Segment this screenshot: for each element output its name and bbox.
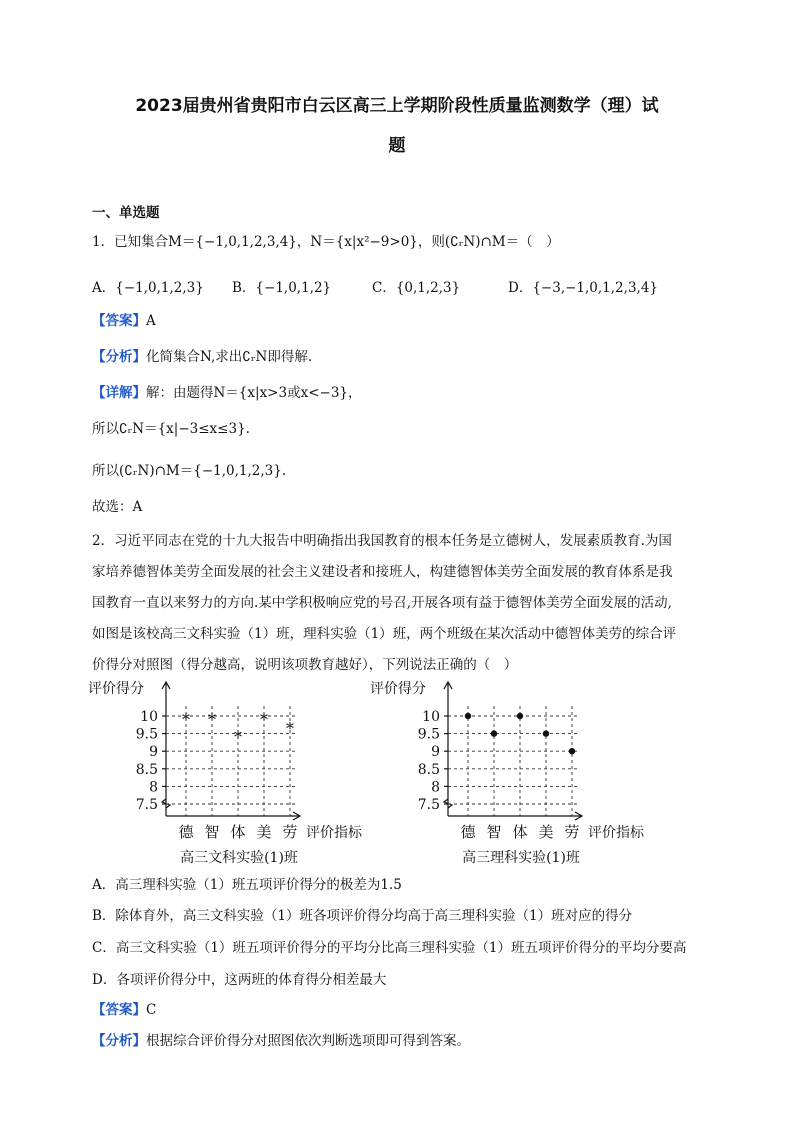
data-point xyxy=(543,730,549,736)
q1-answer xyxy=(92,312,156,330)
y-tick-label: 7.5 xyxy=(417,797,440,813)
q1-step-3: 所以(∁ᵣN)∩M＝{−1,0,1,2,3}. xyxy=(92,463,287,479)
detail-text: 解：由题得N＝{x|x>3或x<−3}， xyxy=(146,385,362,401)
y-tick-label: 9.5 xyxy=(135,726,158,743)
y-tick-label: 9 xyxy=(149,744,158,761)
data-point: * xyxy=(234,727,242,747)
detail-tag: 【详解】 xyxy=(92,385,146,401)
title-line-1: 2023届贵州省贵阳市白云区高三上学期阶段性质量监测数学（理）试 xyxy=(135,96,659,116)
answer-value: C xyxy=(146,1002,157,1018)
y-axis-label: 评价得分 xyxy=(88,681,144,697)
q2-option-b: B．除体育外，高三文科实验（1）班各项评价得分均高于高三理科实验（1）班对应的得分 xyxy=(92,908,633,924)
title-line-2: 题 xyxy=(388,136,406,156)
document-title xyxy=(60,86,734,166)
y-axis-label: 评价得分 xyxy=(370,681,426,697)
y-tick-label: 8 xyxy=(149,779,158,796)
x-axis-label: 评价指标 xyxy=(306,825,362,841)
q2-option-d: D．各项评价得分中，这两班的体育得分相差最大 xyxy=(92,972,387,988)
chart-science-class xyxy=(364,676,664,868)
analysis-text: 根据综合评价得分对照图依次判断选项即可得到答案。 xyxy=(146,1033,470,1049)
category-label: 智 xyxy=(486,823,502,841)
y-tick-label: 10 xyxy=(140,709,158,725)
data-point xyxy=(465,713,471,719)
category-label: 德 xyxy=(460,823,476,841)
q2-answer xyxy=(92,1001,156,1019)
answer-tag: 【答案】 xyxy=(92,313,146,329)
q1-detail xyxy=(92,384,362,402)
category-label: 劳 xyxy=(564,823,580,841)
data-point xyxy=(517,713,523,719)
data-point xyxy=(491,730,497,736)
q2-analysis xyxy=(92,1032,470,1050)
q1-analysis xyxy=(92,348,312,366)
y-tick-label: 8 xyxy=(431,779,440,796)
category-label: 智 xyxy=(204,823,220,841)
y-tick-label: 8.5 xyxy=(135,761,158,778)
category-label: 美 xyxy=(256,823,272,841)
q1-option-a: A．{−1,0,1,2,3} xyxy=(92,280,204,296)
y-tick-label: 9 xyxy=(431,744,440,761)
category-label: 劳 xyxy=(282,823,298,841)
data-point: * xyxy=(260,710,268,729)
x-axis-label: 评价指标 xyxy=(588,825,644,841)
q1-choice: 故选：A xyxy=(92,499,143,515)
q2-stem xyxy=(92,526,704,681)
q1-option-c: C．{0,1,2,3} xyxy=(372,280,461,296)
q2-line-2: 家培养德智体美劳全面发展的社会主义建设者和接班人，构建德智体美劳全面发展的教育体系是我 xyxy=(92,564,673,580)
answer-value: A xyxy=(146,313,156,329)
chart-title: 高三文科实验(1)班 xyxy=(180,850,298,866)
q2-option-c: C．高三文科实验（1）班五项评价得分的平均分比高三理科实验（1）班五项评价得分的平均分要高 xyxy=(92,940,687,956)
y-tick-label: 10 xyxy=(422,709,440,725)
data-point: * xyxy=(208,710,216,729)
q1-stem: 1．已知集合M＝{−1,0,1,2,3,4}，N＝{x|x²−9>0}，则(∁ᵣN)∩M＝（ ） xyxy=(92,234,560,250)
data-point xyxy=(569,748,575,754)
category-label: 体 xyxy=(230,823,246,841)
data-point: * xyxy=(286,718,294,738)
q1-option-b: B．{−1,0,1,2} xyxy=(232,280,332,296)
q1-step-2: 所以∁ᵣN＝{x|−3≤x≤3}. xyxy=(92,421,250,437)
answer-tag: 【答案】 xyxy=(92,1002,146,1018)
analysis-tag: 【分析】 xyxy=(92,1033,146,1049)
y-tick-label: 7.5 xyxy=(135,797,158,813)
y-tick-label: 8.5 xyxy=(417,761,440,778)
y-tick-label: 9.5 xyxy=(417,726,440,743)
chart-humanities-class xyxy=(82,676,382,868)
q2-line-1: 2．习近平同志在党的十九大报告中明确指出我国教育的根本任务是立德树人，发展素质教育.为国 xyxy=(92,533,672,549)
category-label: 体 xyxy=(512,823,528,841)
analysis-text: 化简集合N,求出∁ᵣN即得解. xyxy=(146,349,313,365)
section-heading: 一、单选题 xyxy=(92,205,160,221)
data-point: * xyxy=(182,710,190,729)
q2-option-a: A．高三理科实验（1）班五项评价得分的极差为1.5 xyxy=(92,877,402,893)
q2-line-3: 国教育一直以来努力的方向.某中学积极响应党的号召,开展各项有益于德智体美劳全面发展的活动, xyxy=(92,595,672,611)
q2-line-4: 如图是该校高三文科实验（1）班，理科实验（1）班，两个班级在某次活动中德智体美劳的综合评 xyxy=(92,626,677,642)
analysis-tag: 【分析】 xyxy=(92,349,146,365)
category-label: 德 xyxy=(178,823,194,841)
chart-title: 高三理科实验(1)班 xyxy=(462,850,580,866)
q2-line-5: 价得分对照图（得分越高，说明该项教育越好），下列说法正确的（ ） xyxy=(92,657,518,673)
category-label: 美 xyxy=(538,823,554,841)
q1-option-d: D．{−3,−1,0,1,2,3,4} xyxy=(508,280,658,296)
